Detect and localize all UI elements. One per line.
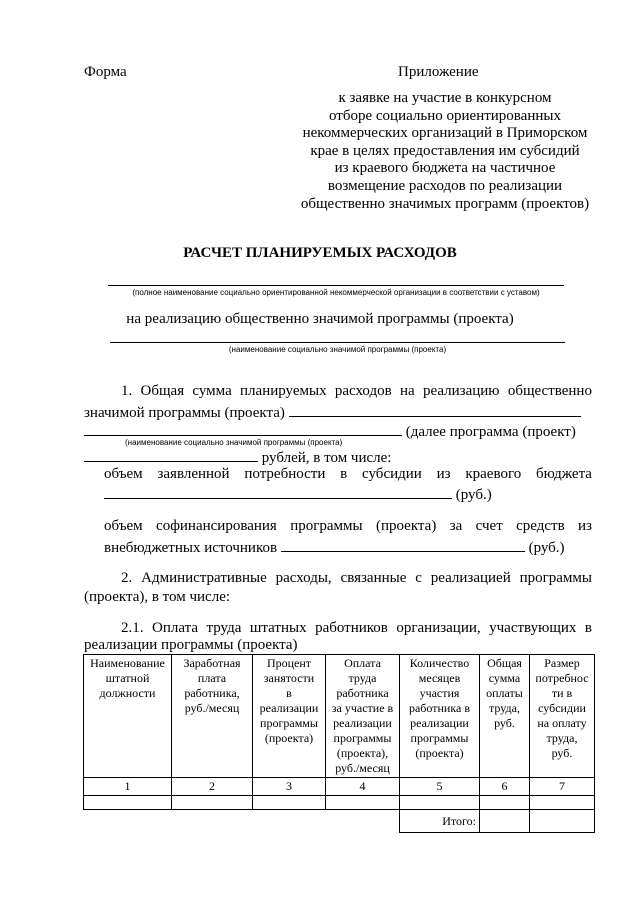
- column-header-line: руб.: [551, 746, 573, 760]
- word: из: [578, 518, 592, 534]
- column-header-line: реализации: [259, 701, 319, 715]
- column-number: 7: [530, 778, 595, 796]
- section1-line2-text: значимой программы (проекта): [84, 405, 285, 421]
- word: реализацией: [430, 570, 511, 586]
- column-header-line: субсидии: [538, 701, 586, 715]
- column-header-line: Общая: [487, 656, 522, 670]
- section1-line7: [104, 518, 592, 535]
- word: штатных: [249, 620, 307, 636]
- column-header-line: реализации: [333, 716, 392, 730]
- word: 1.: [121, 383, 133, 399]
- table-header-row: [84, 655, 595, 778]
- column-header: [253, 655, 326, 778]
- column-header-line: руб./месяц: [335, 761, 390, 775]
- word: заявленной: [157, 466, 230, 482]
- word: расходы,: [275, 570, 332, 586]
- word: бюджета: [536, 466, 592, 482]
- cofinancing-amount-field[interactable]: [281, 537, 525, 552]
- word: 2.: [121, 570, 133, 586]
- section1-line2: [84, 402, 581, 422]
- word: связанные: [340, 570, 407, 586]
- word: на: [400, 383, 415, 399]
- table-cell[interactable]: [84, 796, 172, 810]
- column-header-line: (проекта): [415, 746, 464, 760]
- column-number: 4: [326, 778, 400, 796]
- column-header-line: руб./месяц: [184, 701, 240, 715]
- column-header-line: штатной: [105, 671, 150, 685]
- cofinancing-rub: (руб.): [528, 540, 565, 556]
- column-header-line: участия: [419, 686, 460, 700]
- word: расходов: [334, 383, 392, 399]
- subsidy-rub: (руб.): [455, 487, 492, 503]
- annex-line: отборе социально ориентированных: [329, 107, 561, 124]
- column-header-line: руб.: [494, 716, 515, 730]
- word: субсидии: [362, 466, 422, 482]
- column-number: 2: [172, 778, 253, 796]
- word: средств: [516, 518, 565, 534]
- column-header-line: работника в: [408, 701, 470, 715]
- column-header-line: плата: [197, 671, 227, 685]
- column-header: [326, 655, 400, 778]
- column-header-line: (проекта): [264, 731, 314, 745]
- word: Административные: [141, 570, 267, 586]
- annex-line: к заявке на участие в конкурсном: [338, 90, 552, 106]
- section21-line1: [121, 620, 592, 637]
- column-header-line: труда,: [489, 701, 520, 715]
- column-header-line: Заработная: [183, 656, 241, 670]
- total-sum-cell[interactable]: [480, 810, 530, 833]
- word: Общая: [140, 383, 185, 399]
- word: планируемых: [240, 383, 327, 399]
- table-total-row: [84, 810, 595, 833]
- word: за: [449, 518, 463, 534]
- section1-line3-text: (далее программа (проект): [405, 424, 576, 440]
- word: объем: [104, 466, 143, 482]
- org-name-line: [108, 285, 564, 286]
- document-title: РАСЧЕТ ПЛАНИРУЕМЫХ РАСХОДОВ: [183, 245, 457, 261]
- table-cell[interactable]: [400, 796, 480, 810]
- column-header-line: работника,: [184, 686, 240, 700]
- column-header-line: Процент: [266, 656, 312, 670]
- section1-line6: [104, 484, 492, 504]
- column-header-line: труда: [348, 671, 377, 685]
- total-label: Итого:: [400, 810, 480, 833]
- column-header-line: ти в: [551, 686, 573, 700]
- column-header: [530, 655, 595, 778]
- column-header: [84, 655, 172, 778]
- column-header-line: Количество: [409, 656, 470, 670]
- word: реализацию: [423, 383, 500, 399]
- annex-text: [290, 90, 600, 213]
- column-header-line: Наименование: [90, 656, 165, 670]
- table-cell[interactable]: [172, 796, 253, 810]
- annex-line: общественно значимых программ (проектов): [300, 195, 590, 212]
- word: из: [436, 466, 451, 482]
- annex-label: Приложение: [398, 64, 479, 80]
- word: (проекта): [375, 518, 437, 534]
- column-number: 6: [480, 778, 530, 796]
- column-number: 3: [253, 778, 326, 796]
- column-header-line: работника: [336, 686, 389, 700]
- column-number: 5: [400, 778, 480, 796]
- word: организации,: [396, 620, 481, 636]
- column-header-line: программы: [410, 731, 469, 745]
- word: объем: [104, 518, 143, 534]
- column-header-line: программы: [260, 716, 318, 730]
- table-empty-cell: [326, 810, 400, 833]
- table-empty-cell: [84, 810, 172, 833]
- word: сумма: [192, 383, 232, 399]
- word: общественно: [507, 383, 592, 399]
- program-name-line: [110, 342, 565, 343]
- column-header-line: за участие в: [331, 701, 394, 715]
- column-header-line: на оплату: [537, 716, 587, 730]
- column-header-line: (проекта),: [336, 746, 389, 760]
- table-cell[interactable]: [253, 796, 326, 810]
- subsidy-amount-field[interactable]: [104, 484, 452, 499]
- section2-line1: [121, 570, 592, 587]
- table-empty-cell: [172, 810, 253, 833]
- column-header-line: сумма: [488, 671, 521, 685]
- annex-line: некоммерческих организаций в Приморском: [302, 125, 588, 142]
- column-number: 1: [84, 778, 172, 796]
- word: программы: [519, 570, 592, 586]
- section1-line4-text: рублей, в том числе:: [261, 450, 392, 466]
- word: труда: [206, 620, 242, 636]
- column-header: [480, 655, 530, 778]
- table-number-row: [84, 778, 595, 796]
- section1-line8: [104, 537, 565, 557]
- column-header-line: занятости: [263, 671, 315, 685]
- column-header-line: оплаты: [486, 686, 523, 700]
- word: в: [340, 466, 348, 482]
- word: софинансирования: [156, 518, 277, 534]
- section2-line2: (проекта), в том числе:: [84, 589, 231, 605]
- org-name-caption: (полное наименование социально ориентированной некоммерческой организации в соответствии с уставом): [132, 288, 540, 297]
- section1-line5: [104, 466, 592, 483]
- column-header-line: месяцев: [418, 671, 461, 685]
- form-label: Форма: [84, 64, 127, 80]
- column-header-line: труда,: [546, 731, 578, 745]
- column-header-line: реализации: [410, 716, 469, 730]
- column-header-line: должности: [99, 686, 156, 700]
- program-name-field[interactable]: [289, 402, 581, 417]
- program-name-caption: (наименование социально значимой программы (проекта): [228, 345, 447, 354]
- column-header: [400, 655, 480, 778]
- word: работников: [315, 620, 388, 636]
- word: в: [584, 620, 592, 636]
- section1-caption: (наименование социально значимой программы (проекта): [125, 438, 343, 447]
- column-header-line: Размер: [544, 656, 580, 670]
- annex-line: крае в целях предоставления им субсидий: [310, 142, 580, 159]
- table-cell[interactable]: [530, 796, 595, 810]
- section1-line8-text: внебюджетных источников: [104, 540, 278, 556]
- column-header-line: в: [286, 686, 292, 700]
- word: программы: [290, 518, 363, 534]
- word: счет: [475, 518, 503, 534]
- table-cell[interactable]: [326, 796, 400, 810]
- column-header-line: Оплата: [344, 656, 381, 670]
- table-row: [84, 796, 595, 810]
- total-subsidy-cell[interactable]: [530, 810, 595, 833]
- table-empty-cell: [253, 810, 326, 833]
- annex-line: возмещение расходов по реализации: [327, 177, 563, 194]
- section21-line2: реализации программы (проекта): [84, 637, 298, 653]
- program-name-continuation-field[interactable]: [84, 421, 402, 436]
- column-header-line: программы: [333, 731, 392, 745]
- word: участвующих: [489, 620, 577, 636]
- word: потребности: [244, 466, 326, 482]
- salary-table: [83, 654, 595, 833]
- table-cell[interactable]: [480, 796, 530, 810]
- annex-line: из краевого бюджета на частичное: [334, 160, 556, 177]
- section1-line4: [84, 447, 391, 467]
- purpose-line: на реализацию общественно значимой программы (проекта): [126, 311, 514, 327]
- section1-line1: [121, 383, 592, 400]
- total-amount-field[interactable]: [84, 447, 258, 462]
- word: краевого: [465, 466, 522, 482]
- word: с: [415, 570, 422, 586]
- word: 2.1.: [121, 620, 144, 636]
- column-header: [172, 655, 253, 778]
- word: Оплата: [151, 620, 198, 636]
- column-header-line: потребнос: [535, 671, 589, 685]
